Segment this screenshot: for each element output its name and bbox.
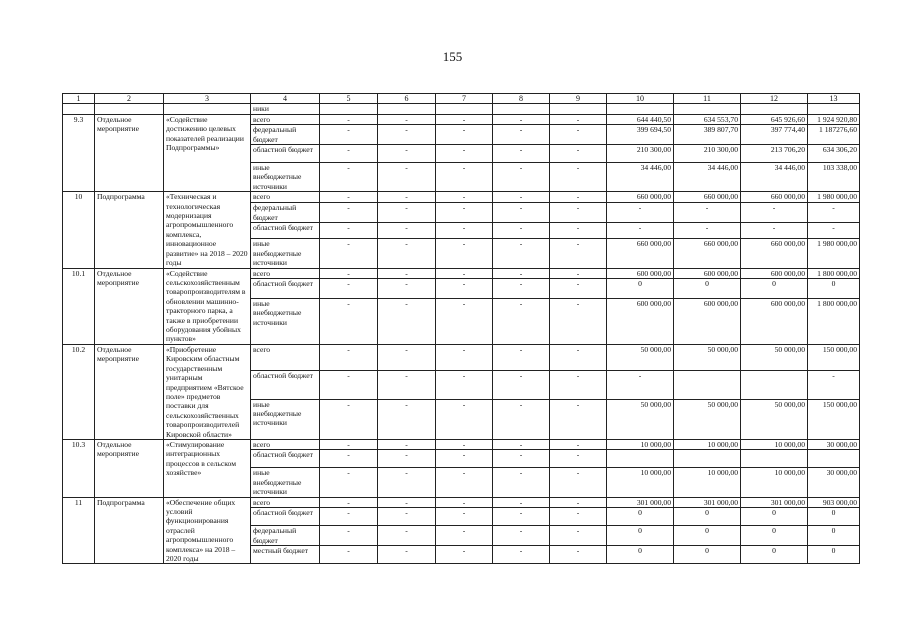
value-cell: 0 [674, 526, 741, 546]
value-cell: 34 446,00 [607, 163, 674, 192]
dash-cell: - [378, 546, 436, 564]
dash-cell: - [493, 223, 550, 239]
dash-cell: - [378, 192, 436, 203]
dash-cell: - [493, 371, 550, 399]
source-cell: всего [251, 497, 320, 508]
source-cell: иные внебюджетные источники [251, 239, 320, 268]
value-cell: 213 706,20 [741, 145, 808, 163]
value-cell: - [808, 203, 860, 223]
column-number-header: 4 [251, 94, 320, 104]
table-row [63, 114, 860, 124]
value-cell: 399 694,50 [607, 125, 674, 145]
value-cell: 0 [808, 546, 860, 564]
dash-cell: - [378, 450, 436, 468]
value-cell: 10 000,00 [607, 439, 674, 449]
dash-cell: - [493, 344, 550, 370]
column-number-header: 13 [808, 94, 860, 104]
dash-cell: - [436, 145, 493, 163]
dash-cell: - [550, 371, 607, 399]
table-row [63, 439, 860, 449]
value-cell: 1 980 000,00 [808, 192, 860, 203]
item-type: Отдельное мероприятие [95, 439, 164, 497]
dash-cell: - [436, 468, 493, 497]
value-cell: 644 440,50 [607, 114, 674, 124]
column-number-header: 7 [436, 94, 493, 104]
dash-cell: - [378, 223, 436, 239]
dash-cell: - [436, 344, 493, 370]
item-name: «Обеспечение общих условий функционирования отраслей агропромышленного комплекса» на 2018 – 2020 годы [164, 497, 251, 564]
table-cell [493, 104, 550, 114]
source-cell: областной бюджет [251, 371, 320, 399]
dash-cell: - [436, 298, 493, 344]
item-type: Подпрограмма [95, 192, 164, 268]
dash-cell: - [378, 203, 436, 223]
value-cell: 50 000,00 [607, 344, 674, 370]
value-cell [808, 450, 860, 468]
table-cell [320, 104, 378, 114]
value-cell: 600 000,00 [674, 268, 741, 278]
value-cell: 0 [741, 526, 808, 546]
value-cell: 0 [741, 508, 808, 526]
value-cell: 660 000,00 [607, 239, 674, 268]
column-number-header: 2 [95, 94, 164, 104]
value-cell: 150 000,00 [808, 399, 860, 439]
dash-cell: - [378, 145, 436, 163]
dash-cell: - [493, 145, 550, 163]
dash-cell: - [550, 439, 607, 449]
dash-cell: - [493, 526, 550, 546]
value-cell: 50 000,00 [741, 344, 808, 370]
value-cell: 50 000,00 [674, 344, 741, 370]
dash-cell: - [436, 450, 493, 468]
dash-cell: - [436, 526, 493, 546]
value-cell: 1 800 000,00 [808, 298, 860, 344]
dash-cell: - [550, 497, 607, 508]
dash-cell: - [436, 192, 493, 203]
value-cell: 0 [808, 278, 860, 298]
dash-cell: - [550, 344, 607, 370]
item-type: Подпрограмма [95, 497, 164, 564]
value-cell: 34 446,00 [674, 163, 741, 192]
value-cell [674, 450, 741, 468]
column-number-header: 8 [493, 94, 550, 104]
value-cell: 50 000,00 [674, 399, 741, 439]
value-cell: 0 [741, 546, 808, 564]
value-cell: 34 446,00 [741, 163, 808, 192]
dash-cell: - [378, 468, 436, 497]
value-cell: 600 000,00 [741, 268, 808, 278]
value-cell: - [607, 223, 674, 239]
value-cell: 0 [607, 546, 674, 564]
dash-cell: - [436, 203, 493, 223]
dash-cell: - [436, 278, 493, 298]
dash-cell: - [320, 439, 378, 449]
item-type: Отдельное мероприятие [95, 268, 164, 344]
dash-cell: - [320, 223, 378, 239]
value-cell: 600 000,00 [741, 298, 808, 344]
dash-cell: - [550, 192, 607, 203]
value-cell: 0 [607, 508, 674, 526]
dash-cell: - [378, 344, 436, 370]
value-cell: 0 [674, 508, 741, 526]
item-number: 9.3 [63, 114, 95, 191]
dash-cell: - [378, 278, 436, 298]
source-cell: федеральный бюджет [251, 526, 320, 546]
value-cell: - [741, 223, 808, 239]
dash-cell: - [320, 203, 378, 223]
dash-cell: - [378, 439, 436, 449]
dash-cell: - [493, 508, 550, 526]
dash-cell: - [320, 526, 378, 546]
source-cell: иные внебюджетные источники [251, 163, 320, 192]
value-cell: 0 [808, 508, 860, 526]
dash-cell: - [378, 497, 436, 508]
dash-cell: - [378, 399, 436, 439]
dash-cell: - [320, 508, 378, 526]
dash-cell: - [493, 450, 550, 468]
dash-cell: - [493, 546, 550, 564]
source-cell: областной бюджет [251, 145, 320, 163]
dash-cell: - [378, 526, 436, 546]
page-number: 155 [442, 49, 463, 64]
value-cell: 10 000,00 [607, 468, 674, 497]
table-cell [378, 104, 436, 114]
value-cell: 301 000,00 [607, 497, 674, 508]
dash-cell: - [550, 125, 607, 145]
dash-cell: - [436, 239, 493, 268]
dash-cell: - [550, 114, 607, 124]
table-cell [550, 104, 607, 114]
item-number: 11 [63, 497, 95, 564]
value-cell: 10 000,00 [741, 468, 808, 497]
dash-cell: - [320, 192, 378, 203]
dash-cell: - [436, 399, 493, 439]
dash-cell: - [378, 239, 436, 268]
value-cell: 660 000,00 [674, 192, 741, 203]
value-cell: 50 000,00 [607, 399, 674, 439]
dash-cell: - [550, 268, 607, 278]
item-number: 10.1 [63, 268, 95, 344]
dash-cell: - [320, 371, 378, 399]
value-cell: 660 000,00 [741, 192, 808, 203]
source-cell: местный бюджет [251, 546, 320, 564]
value-cell: 30 000,00 [808, 468, 860, 497]
column-number-header: 3 [164, 94, 251, 104]
value-cell: 634 306,20 [808, 145, 860, 163]
dash-cell: - [378, 163, 436, 192]
table-body [63, 94, 860, 564]
value-cell: 0 [674, 546, 741, 564]
dash-cell: - [378, 298, 436, 344]
value-cell: 0 [741, 278, 808, 298]
dash-cell: - [493, 278, 550, 298]
item-type: Отдельное мероприятие [95, 344, 164, 439]
value-cell: 1 800 000,00 [808, 268, 860, 278]
table-cell [164, 104, 251, 114]
dash-cell: - [493, 163, 550, 192]
table-cell [95, 104, 164, 114]
dash-cell: - [320, 399, 378, 439]
dash-cell: - [320, 546, 378, 564]
table-cell [436, 104, 493, 114]
table-row [63, 497, 860, 508]
dash-cell: - [436, 508, 493, 526]
budget-table [62, 93, 860, 564]
source-cell: федеральный бюджет [251, 203, 320, 223]
dash-cell: - [320, 268, 378, 278]
value-cell: 0 [808, 526, 860, 546]
value-cell: 600 000,00 [607, 298, 674, 344]
table-row [63, 268, 860, 278]
table-cell [808, 104, 860, 114]
value-cell [741, 450, 808, 468]
value-cell: 0 [607, 526, 674, 546]
dash-cell: - [436, 125, 493, 145]
dash-cell: - [378, 508, 436, 526]
value-cell: 50 000,00 [741, 399, 808, 439]
value-cell: - [674, 223, 741, 239]
value-cell: 600 000,00 [607, 268, 674, 278]
dash-cell: - [320, 497, 378, 508]
source-cell: всего [251, 439, 320, 449]
dash-cell: - [436, 497, 493, 508]
dash-cell: - [550, 145, 607, 163]
source-cell: всего [251, 114, 320, 124]
dash-cell: - [378, 114, 436, 124]
value-cell: 1 980 000,00 [808, 239, 860, 268]
dash-cell: - [320, 450, 378, 468]
item-number: 10 [63, 192, 95, 268]
value-cell: 301 000,00 [674, 497, 741, 508]
dash-cell: - [320, 468, 378, 497]
table-cell [741, 104, 808, 114]
source-cell: ники [251, 104, 320, 114]
item-name: «Содействие достижению целевых показателей реализации Подпрограммы» [164, 114, 251, 191]
dash-cell: - [493, 298, 550, 344]
dash-cell: - [493, 192, 550, 203]
source-cell: иные внебюджетные источники [251, 399, 320, 439]
value-cell: 1 187276,60 [808, 125, 860, 145]
column-number-header: 6 [378, 94, 436, 104]
dash-cell: - [436, 371, 493, 399]
value-cell: 301 000,00 [741, 497, 808, 508]
dash-cell: - [320, 239, 378, 268]
dash-cell: - [320, 298, 378, 344]
value-cell: 660 000,00 [741, 239, 808, 268]
dash-cell: - [436, 546, 493, 564]
dash-cell: - [320, 163, 378, 192]
value-cell: 150 000,00 [808, 344, 860, 370]
dash-cell: - [493, 268, 550, 278]
dash-cell: - [493, 125, 550, 145]
dash-cell: - [493, 497, 550, 508]
column-number-row [63, 94, 860, 104]
table-row [63, 344, 860, 370]
value-cell: 660 000,00 [674, 239, 741, 268]
value-cell: 645 926,60 [741, 114, 808, 124]
dash-cell: - [550, 239, 607, 268]
value-cell: 660 000,00 [607, 192, 674, 203]
dash-cell: - [550, 468, 607, 497]
dash-cell: - [550, 163, 607, 192]
item-number: 10.3 [63, 439, 95, 497]
value-cell: - [607, 203, 674, 223]
dash-cell: - [550, 223, 607, 239]
dash-cell: - [493, 203, 550, 223]
column-number-header: 5 [320, 94, 378, 104]
dash-cell: - [550, 508, 607, 526]
value-cell: 10 000,00 [674, 468, 741, 497]
dash-cell: - [378, 371, 436, 399]
value-cell: 0 [607, 278, 674, 298]
dash-cell: - [436, 268, 493, 278]
value-cell: - [674, 203, 741, 223]
value-cell: 210 300,00 [607, 145, 674, 163]
table-cell [607, 104, 674, 114]
source-cell: всего [251, 192, 320, 203]
value-cell: - [808, 223, 860, 239]
dash-cell: - [378, 268, 436, 278]
column-number-header: 12 [741, 94, 808, 104]
column-number-header: 11 [674, 94, 741, 104]
dash-cell: - [436, 114, 493, 124]
dash-cell: - [320, 114, 378, 124]
dash-cell: - [550, 278, 607, 298]
value-cell: 210 300,00 [674, 145, 741, 163]
value-cell: 903 000,00 [808, 497, 860, 508]
dash-cell: - [493, 399, 550, 439]
source-cell: всего [251, 344, 320, 370]
value-cell: 397 774,40 [741, 125, 808, 145]
value-cell: 10 000,00 [741, 439, 808, 449]
source-cell: областной бюджет [251, 450, 320, 468]
value-cell [674, 371, 741, 399]
item-type: Отдельное мероприятие [95, 114, 164, 191]
dash-cell: - [493, 114, 550, 124]
column-number-header: 10 [607, 94, 674, 104]
value-cell: 1 924 920,80 [808, 114, 860, 124]
dash-cell: - [550, 546, 607, 564]
dash-cell: - [320, 145, 378, 163]
dash-cell: - [320, 344, 378, 370]
dash-cell: - [550, 526, 607, 546]
dash-cell: - [436, 223, 493, 239]
value-cell: - [607, 371, 674, 399]
column-number-header: 1 [63, 94, 95, 104]
source-cell: всего [251, 268, 320, 278]
dash-cell: - [493, 239, 550, 268]
value-cell [741, 371, 808, 399]
dash-cell: - [550, 450, 607, 468]
value-cell: 0 [674, 278, 741, 298]
item-name: «Приобретение Кировским областным государственным унитарным предприятием «Вятское поле» предметов поставки для сельскохозяйственных товаропроизводителей Кировской области» [164, 344, 251, 439]
dash-cell: - [550, 399, 607, 439]
dash-cell: - [550, 203, 607, 223]
dash-cell: - [493, 468, 550, 497]
value-cell: 634 553,70 [674, 114, 741, 124]
value-cell: 600 000,00 [674, 298, 741, 344]
value-cell: 30 000,00 [808, 439, 860, 449]
table-row [63, 104, 860, 114]
source-cell: федеральный бюджет [251, 125, 320, 145]
source-cell: иные внебюджетные источники [251, 298, 320, 344]
item-name: «Техническая и технологическая модернизация агропромышленного комплекса, инновационное развитие» на 2018 – 2020 годы [164, 192, 251, 268]
dash-cell: - [550, 298, 607, 344]
dash-cell: - [493, 439, 550, 449]
table-cell [674, 104, 741, 114]
dash-cell: - [436, 439, 493, 449]
dash-cell: - [378, 125, 436, 145]
value-cell: 103 338,00 [808, 163, 860, 192]
source-cell: областной бюджет [251, 223, 320, 239]
source-cell: иные внебюджетные источники [251, 468, 320, 497]
value-cell: 389 807,70 [674, 125, 741, 145]
item-name: «Содействие сельскохозяйственным товаропроизводителям в обновлении машинно-тракторного парка, а также в приобретении оборудования убойных пунктов» [164, 268, 251, 344]
value-cell: 10 000,00 [674, 439, 741, 449]
value-cell: - [808, 371, 860, 399]
table-row [63, 192, 860, 203]
item-name: «Стимулирование интеграционных процессов в сельском хозяйстве» [164, 439, 251, 497]
value-cell [607, 450, 674, 468]
value-cell: - [741, 203, 808, 223]
item-number: 10.2 [63, 344, 95, 439]
source-cell: областной бюджет [251, 508, 320, 526]
dash-cell: - [436, 163, 493, 192]
table-cell [63, 104, 95, 114]
source-cell: областной бюджет [251, 278, 320, 298]
dash-cell: - [320, 278, 378, 298]
column-number-header: 9 [550, 94, 607, 104]
dash-cell: - [320, 125, 378, 145]
